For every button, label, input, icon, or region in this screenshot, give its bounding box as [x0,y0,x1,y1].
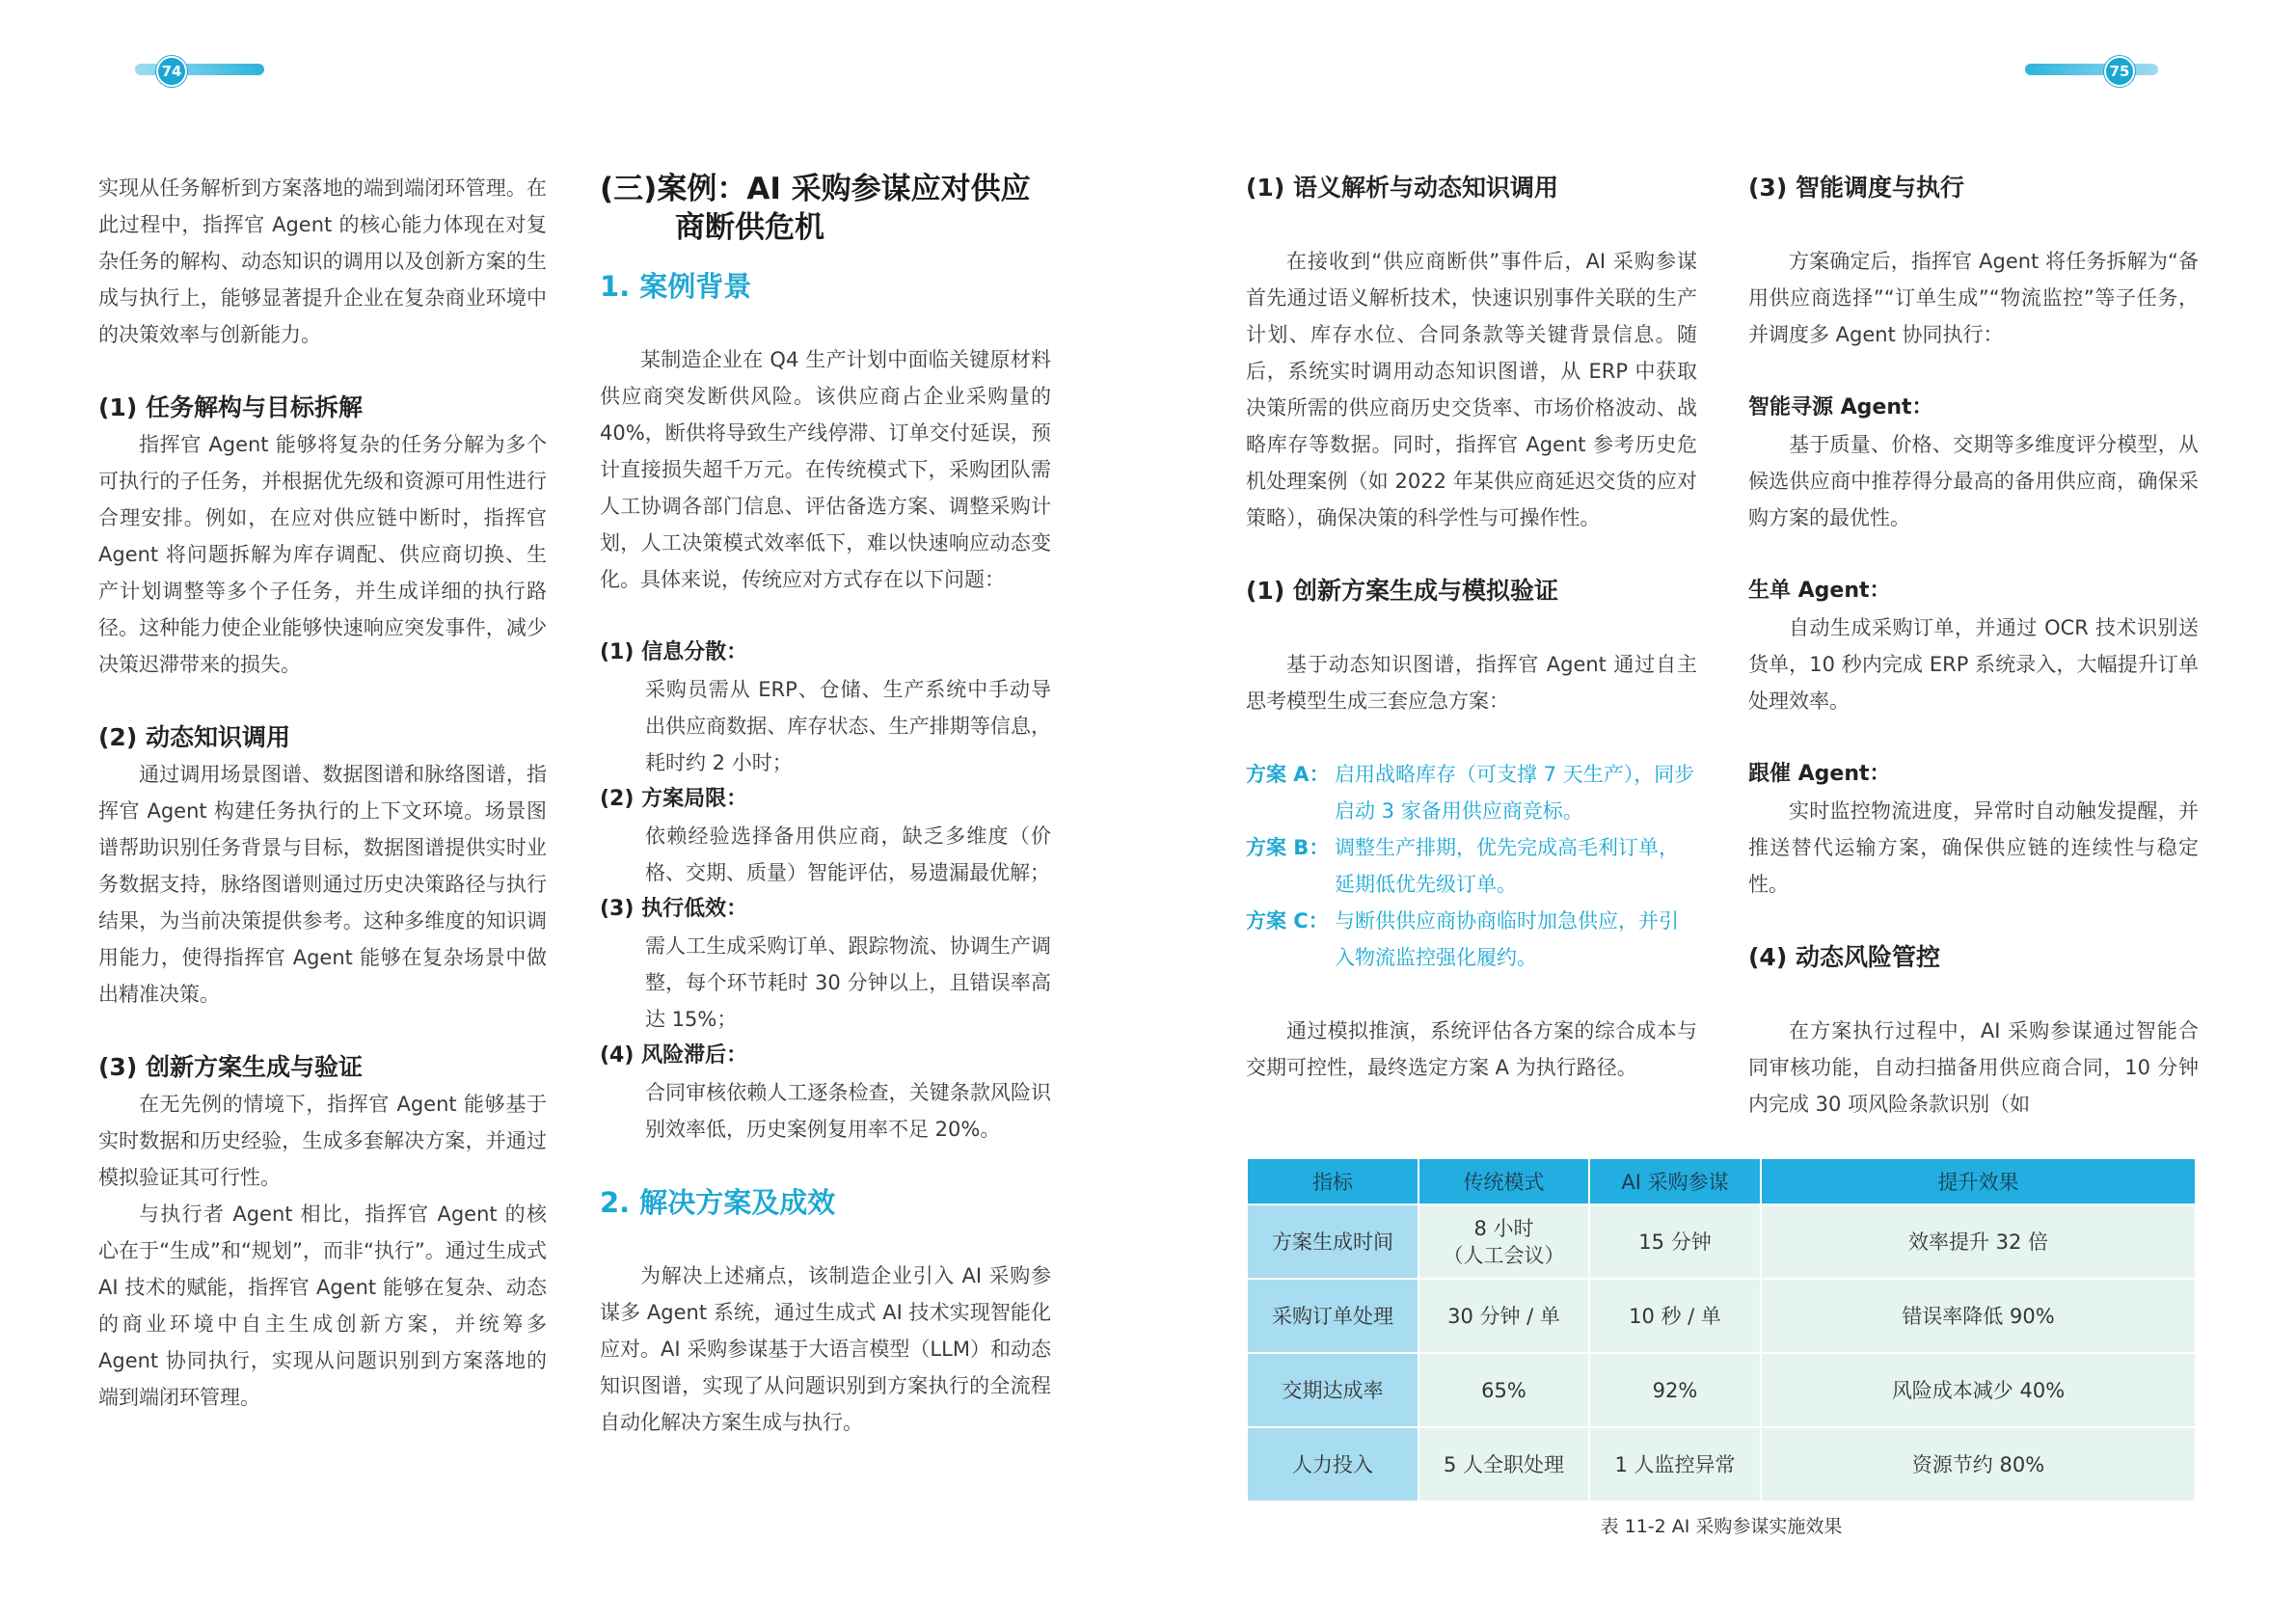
table-cell: 效率提升 32 倍 [1761,1204,2196,1279]
issue-label: (1) 信息分散： [600,640,748,664]
section-background-heading: 1. 案例背景 [600,270,752,303]
heading-innovation: (3) 创新方案生成与验证 [98,1053,363,1081]
agent-text: 实时监控物流进度，异常时自动触发提醒，并推送替代运输方案，确保供应链的连续性与稳定性。 [1748,799,2199,896]
agent-text: 自动生成采购订单，并通过 OCR 技术识别送货单，10 秒内完成 ERP 系统录入，大幅提升订单处理效率。 [1748,616,2199,713]
table-cell: 交期达成率 [1247,1353,1418,1427]
table-cell: 错误率降低 90% [1761,1279,2196,1353]
table-cell: 65% [1418,1353,1589,1427]
case-title [600,170,1051,247]
table-cell: 5 人全职处理 [1418,1427,1589,1501]
page-number-left: 74 [156,56,187,87]
table-cell: 8 小时 （人工会议） [1418,1204,1589,1279]
table-header: 指标 [1247,1158,1418,1204]
paragraph: 与执行者 Agent 相比，指挥官 Agent 的核心在于“生成”和“规划”，而非“执行”。通过生成式 AI 技术的赋能，指挥官 Agent 能够在复杂、动态的商业环境中自主生成创新方案，并统筹多 Agent 协同执行，实现从问题识别到方案落地的端到端闭环管理。 [98,1203,547,1409]
issue-label: (4) 风险滞后： [600,1043,748,1068]
results-table [1246,1157,2197,1502]
paragraph: 通过调用场景图谱、数据图谱和脉络图谱，指挥官 Agent 构建任务执行的上下文环境。场景图谱帮助识别任务背景与目标，数据图谱提供实时业务数据支持，脉络图谱则通过历史决策路径与执行结果，为当前决策提供参考。这种多维度的知识调用能力，使得指挥官 Agent 能够在复杂场景中做出精准决策。 [98,763,547,1006]
page-number-right: 75 [2104,56,2135,87]
heading-semantic: (1) 语义解析与动态知识调用 [1246,174,1558,202]
table-cell: 15 分钟 [1589,1204,1761,1279]
column-1 [98,170,547,1416]
plan-text: 调整生产排期，优先完成高毛利订单，延期低优先级订单。 [1335,836,1679,896]
paragraph: 为解决上述痛点，该制造企业引入 AI 采购参谋多 Agent 系统，通过生成式 AI 技术实现智能化应对。AI 采购参谋基于大语言模型（LLM）和动态知识图谱，实现了从问题识别到方案执行的全流程自动化解决方案生成与执行。 [600,1264,1051,1434]
heading-plan-generation: (1) 创新方案生成与模拟验证 [1246,577,1558,605]
column-4 [1748,170,2199,1123]
paragraph: 在接收到“供应商断供”事件后，AI 采购参谋首先通过语义解析技术，快速识别事件关联的生产计划、库存水位、合同条款等关键背景信息。随后，系统实时调用动态知识图谱，从 ERP 中获取决策所需的供应商历史交货率、市场价格波动、战略库存等数据。同时，指挥官 Agent 参考历史危机处理案例（如 2022 年某供应商延迟交货的应对策略），确保决策的科学性与可操作性。 [1246,250,1697,529]
paragraph: 方案确定后，指挥官 Agent 将任务拆解为“备用供应商选择”“订单生成”“物流监控”等子任务，并调度多 Agent 协同执行： [1748,250,2199,346]
heading-risk-control: (4) 动态风险管控 [1748,943,1940,971]
issue-text: 采购员需从 ERP、仓储、生产系统中手动导出供应商数据、库存状态、生产排期等信息，耗时约 2 小时； [645,678,1051,774]
table-cell: 采购订单处理 [1247,1279,1418,1353]
plan-label: 方案 A： [1246,763,1330,786]
agent-label: 智能寻源 Agent： [1748,395,1933,419]
table-header: 传统模式 [1418,1158,1589,1204]
page-badge-left [131,56,268,81]
table-row [1247,1353,2196,1427]
table-cell: 1 人监控异常 [1589,1427,1761,1501]
table-cell: 资源节约 80% [1761,1427,2196,1501]
plan-a [1246,756,1697,829]
table-caption: 表 11-2 AI 采购参谋实施效果 [1600,1516,1843,1537]
plan-c [1246,903,1697,976]
paragraph: 在无先例的情境下，指挥官 Agent 能够基于实时数据和历史经验，生成多套解决方案，并通过模拟验证其可行性。 [98,1093,547,1189]
paragraph: 在方案执行过程中，AI 采购参谋通过智能合同审核功能，自动扫描备用供应商合同，10 分钟内完成 30 项风险条款识别（如 [1748,1019,2199,1116]
plan-b [1246,829,1697,903]
paragraph: 通过模拟推演，系统评估各方案的综合成本与交期可控性，最终选定方案 A 为执行路径。 [1246,1019,1697,1079]
plan-label: 方案 C： [1246,909,1329,933]
plan-text: 与断供供应商协商临时加急供应，并引入物流监控强化履约。 [1335,909,1679,969]
table-cell: 10 秒 / 单 [1589,1279,1761,1353]
issue-text: 需人工生成采购订单、跟踪物流、协调生产调整，每个环节耗时 30 分钟以上，且错误率高达 15%； [645,934,1051,1031]
heading-dynamic-knowledge: (2) 动态知识调用 [98,723,290,751]
table-header-row [1247,1158,2196,1204]
table-cell: 风险成本减少 40% [1761,1353,2196,1427]
table-cell: 92% [1589,1353,1761,1427]
agent-text: 基于质量、价格、交期等多维度评分模型，从候选供应商中推荐得分最高的备用供应商，确保采购方案的最优性。 [1748,433,2199,529]
issue-text: 合同审核依赖人工逐条检查，关键条款风险识别效率低，历史案例复用率不足 20%。 [645,1081,1051,1141]
agent-label: 跟催 Agent： [1748,762,1891,786]
paragraph: 指挥官 Agent 能够将复杂的任务分解为多个可执行的子任务，并根据优先级和资源可用性进行合理安排。例如，在应对供应链中断时，指挥官 Agent 将问题拆解为库存调配、供应商切换、生产计划调整等多个子任务，并生成详细的执行路径。这种能力使企业能够快速响应突发事件，减少决策迟滞带来的损失。 [98,433,547,676]
table-row [1247,1279,2196,1353]
paragraph: 基于动态知识图谱，指挥官 Agent 通过自主思考模型生成三套应急方案： [1246,653,1697,713]
intro-paragraph: 实现从任务解析到方案落地的端到端闭环管理。在此过程中，指挥官 Agent 的核心能力体现在对复杂任务的解构、动态知识的调用以及创新方案的生成与执行上，能够显著提升企业在复杂商业环境中的决策效率与创新能力。 [98,176,547,346]
heading-scheduling: (3) 智能调度与执行 [1748,174,1964,202]
column-2 [600,170,1051,1441]
table-header: 提升效果 [1761,1158,2196,1204]
paragraph: 某制造企业在 Q4 生产计划中面临关键原材料供应商突发断供风险。该供应商占企业采购量的 40%，断供将导致生产线停滞、订单交付延误，预计直接损失超千万元。在传统模式下，采购团队需人工协调各部门信息、评估备选方案、调整采购计划，人工决策模式效率低下，难以快速响应动态变化。具体来说，传统应对方式存在以下问题： [600,348,1051,591]
issue-label: (2) 方案局限： [600,787,748,811]
plan-label: 方案 B： [1246,836,1330,859]
issue-text: 依赖经验选择备用供应商，缺乏多维度（价格、交期、质量）智能评估，易遗漏最优解； [645,825,1051,884]
agent-label: 生单 Agent： [1748,579,1891,603]
table-row [1247,1427,2196,1501]
heading-task-decomposition: (1) 任务解构与目标拆解 [98,393,363,421]
table-header: AI 采购参谋 [1589,1158,1761,1204]
table-row [1247,1204,2196,1279]
column-3 [1246,170,1697,1086]
page-badge-right [2025,56,2162,81]
table-cell: 方案生成时间 [1247,1204,1418,1279]
table-cell: 30 分钟 / 单 [1418,1279,1589,1353]
issue-label: (3) 执行低效： [600,897,748,921]
plan-text: 启用战略库存（可支撑 7 天生产），同步启动 3 家备用供应商竞标。 [1335,763,1695,823]
section-solution-heading: 2. 解决方案及成效 [600,1186,836,1219]
case-title-line-2: 商断供危机 [675,210,824,245]
table-cell: 人力投入 [1247,1427,1418,1501]
case-title-line-1: (三)案例：AI 采购参谋应对供应 [600,172,1031,206]
